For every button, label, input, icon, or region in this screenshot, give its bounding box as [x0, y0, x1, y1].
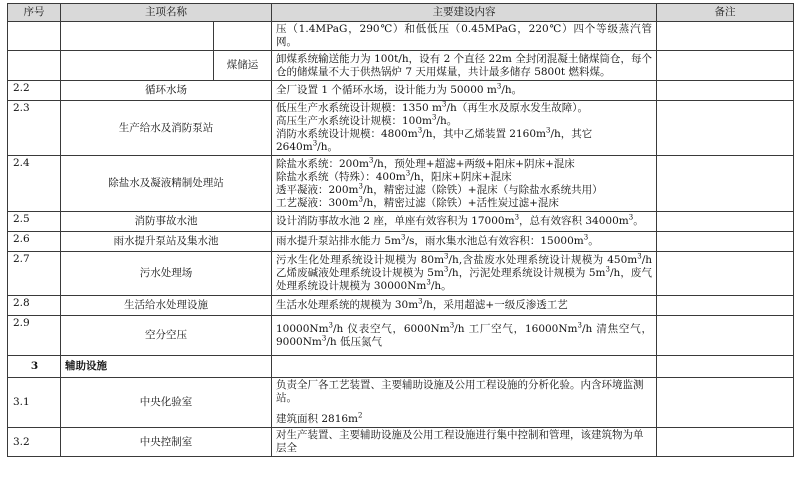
row-name: 消防事故水池 [61, 212, 272, 232]
construction-content-table [7, 3, 794, 457]
row-seq: 2.6 [8, 232, 61, 252]
table-row [8, 316, 794, 356]
row-note [657, 22, 794, 51]
row-content [272, 51, 657, 81]
row-seq [8, 22, 61, 51]
row-subname: 煤储运 [214, 51, 272, 81]
row-seq: 2.9 [8, 316, 61, 356]
row-name: 生产给水及消防泵站 [61, 101, 272, 156]
row-name: 除盐水及凝液精制处理站 [61, 156, 272, 212]
row-note [657, 156, 794, 212]
row-name: 辅助设施 [61, 356, 272, 378]
header-name: 主项名称 [61, 4, 272, 22]
row-name: 雨水提升泵站及集水池 [61, 232, 272, 252]
table-row [8, 296, 794, 316]
content-line: 高压生产水系统设计规模：$100m^3/h$。 [276, 113, 458, 127]
content-line: 除盐水系统（特殊）：$400m^3/h$，阳床+阴床+混床 [276, 169, 512, 183]
row-name: 循环水场 [61, 81, 272, 101]
row-content [272, 296, 657, 316]
content-line: 负责全厂各工艺装置、主要辅助设施及公用工程设施的分析化验。内含环境监测站。 [276, 379, 644, 404]
header-note: 备注 [657, 4, 794, 22]
row-seq: 2.5 [8, 212, 61, 232]
content-line: 建筑面积 $2816m^2$ [276, 411, 363, 425]
row-note [657, 356, 794, 378]
table-row [8, 232, 794, 252]
row-note [657, 296, 794, 316]
content-line: 卸煤系统输送能力为 100t/h，设有 2 个直径 22m 全封闭混凝土储煤筒仓，每个仓的储煤量不大于供热锅炉 7 天用煤量，共计最多储存 5800t 燃料煤。 [276, 52, 652, 78]
row-note [657, 51, 794, 81]
row-content [272, 316, 657, 356]
row-content [272, 232, 657, 252]
row-name: 空分空压 [61, 316, 272, 356]
table-row [8, 212, 794, 232]
row-content [272, 428, 657, 457]
row-seq: 3.2 [8, 428, 61, 457]
content-line: 压（1.4MPaG，290℃）和低低压（0.45MPaG，220℃）四个等级蒸汽管网。 [276, 23, 652, 48]
row-content [272, 356, 657, 378]
row-name [61, 51, 214, 81]
row-note [657, 252, 794, 296]
content-line: 除盐水系统：$200m^3/h$，预处理+超滤+两级+阳床+阴床+混床 [276, 156, 575, 170]
row-content [272, 156, 657, 212]
row-seq: 2.3 [8, 101, 61, 156]
content-line: 全厂设置 1 个循环水场，设计能力为 50000 $m^3/h$。 [276, 82, 523, 96]
content-line: 设计消防事故水池 2 座，单座有效容积为 $17000m^3$，总有效容积 $34000m^3$。 [276, 213, 644, 227]
row-note [657, 378, 794, 428]
content-line: 工艺凝液：$300m^3/h$，精密过滤（除铁）+活性炭过滤+混床 [276, 195, 559, 209]
content-line: 低压生产水系统设计规模：1350 $m^3/h$（再生水及原水发生故障）。 [276, 100, 589, 114]
row-name: 中央化验室 [61, 378, 272, 428]
row-content [272, 22, 657, 51]
row-note [657, 428, 794, 457]
content-line: 雨水提升泵站排水能力 $5m^3/s$，雨水集水池总有效容积：$15000m^3$。 [276, 233, 599, 247]
row-content [272, 101, 657, 156]
row-seq: 3.1 [8, 378, 61, 428]
content-line: 污水生化处理系统设计规模为 $80m^3/h$,含盐废水处理系统设计规模为 $450m^3/h$ 乙烯废碱液处理系统设计规模为 $5m^3/h$，污泥处理系统设计规模为 $5m^3/h$，废气处理系统设计规模为 30000Nm$^3$/h。 [276, 252, 652, 292]
row-subname [214, 22, 272, 51]
table-row [8, 252, 794, 296]
row-name [61, 22, 214, 51]
header-content: 主要建设内容 [272, 4, 657, 22]
content-line: 对生产装置、主要辅助设施及公用工程设施进行集中控制和管理，该建筑物为单层全 [276, 429, 644, 454]
row-content [272, 81, 657, 101]
row-content [272, 212, 657, 232]
table-row [8, 428, 794, 457]
row-content [272, 378, 657, 428]
content-line: 消防水系统设计规模：$4800m^3/h$，其中乙烯装置 $2160m^3/h$，其它 $2640m^3/h$。 [276, 126, 593, 153]
row-seq [8, 51, 61, 81]
table-row [8, 156, 794, 212]
table-row [8, 101, 794, 156]
table-header-row [8, 4, 794, 22]
table-row [8, 22, 794, 51]
header-seq: 序号 [8, 4, 61, 22]
row-note [657, 316, 794, 356]
row-note [657, 212, 794, 232]
row-seq: 2.2 [8, 81, 61, 101]
row-seq: 2.8 [8, 296, 61, 316]
table-row [8, 51, 794, 81]
table-row [8, 378, 794, 428]
row-seq: 2.7 [8, 252, 61, 296]
row-name: 污水处理场 [61, 252, 272, 296]
row-content [272, 252, 657, 296]
row-name: 生活给水处理设施 [61, 296, 272, 316]
row-seq: 2.4 [8, 156, 61, 212]
row-note [657, 101, 794, 156]
content-line: 生活水处理系统的规模为 $30m^3/h$，采用超滤+一级反渗透工艺 [276, 297, 568, 311]
content-line: 透平凝液：$200m^3/h$，精密过滤（除铁）+混床（与除盐水系统共用） [276, 182, 603, 196]
row-note [657, 232, 794, 252]
row-note [657, 81, 794, 101]
content-line: 10000Nm$^3$/h 仪表空气，6000Nm$^3$/h 工厂空气，16000Nm$^3$/h 清焦空气，9000Nm$^3$/h 低压氮气 [276, 321, 652, 348]
table-row-section [8, 356, 794, 378]
row-name: 中央控制室 [61, 428, 272, 457]
table-row [8, 81, 794, 101]
row-seq: 3 [8, 356, 61, 378]
